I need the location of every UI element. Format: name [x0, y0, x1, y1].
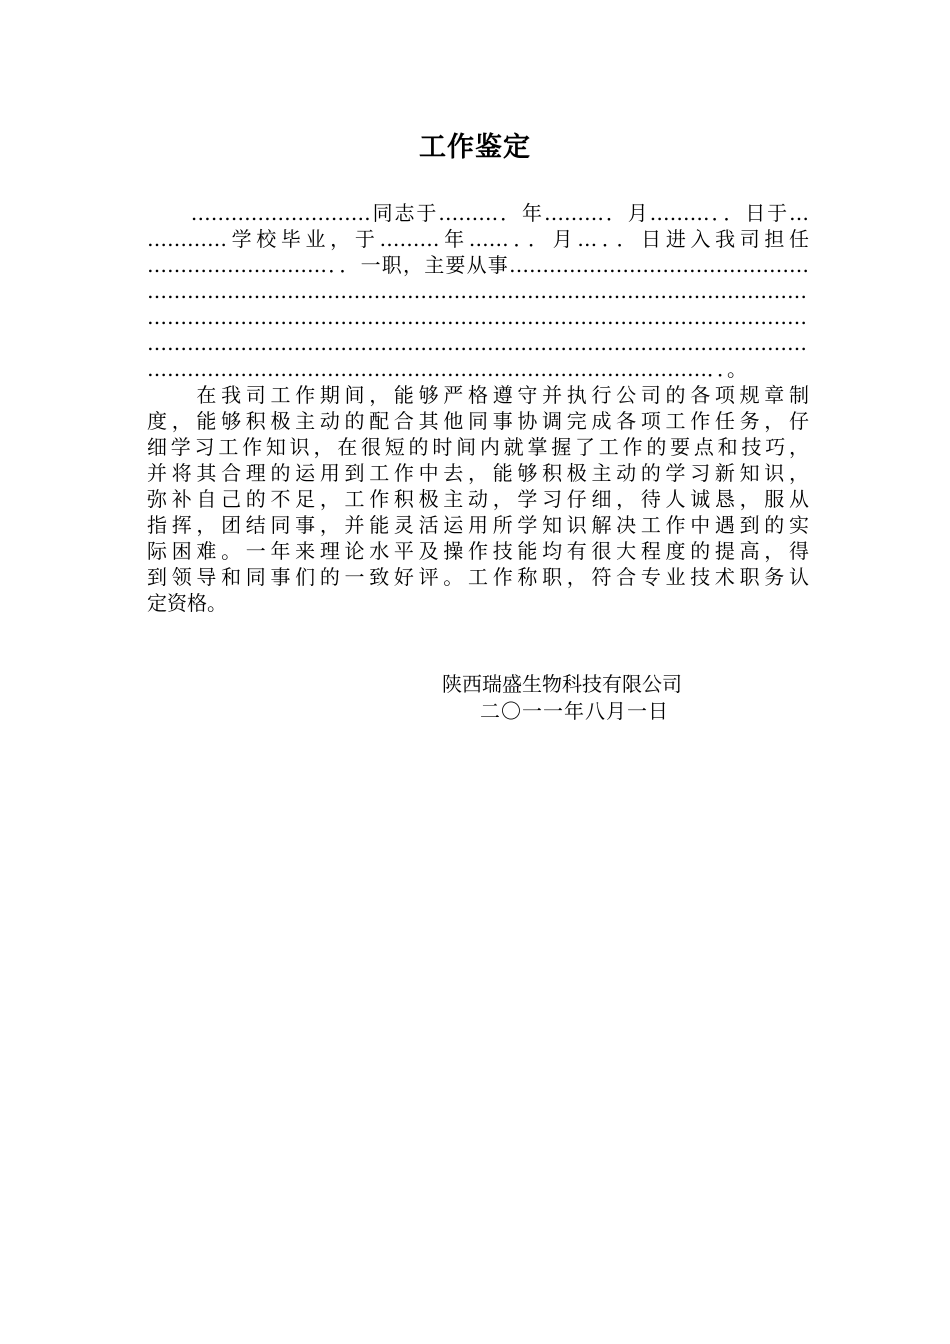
paragraph-line: ………………………………………………………………………………………: [147, 331, 807, 355]
paragraph-line: 弥补自己的不足，工作积极主动，学习仔细，待人诚恳，服从: [147, 487, 809, 511]
paragraph-line: 并将其合理的运用到工作中去，能够积极主动的学习新知识，: [147, 461, 809, 485]
document-body: [147, 200, 809, 616]
signature-block: [380, 671, 800, 725]
paragraph-line: 度，能够积极主动的配合其他同事协调完成各项工作任务，仔: [147, 409, 809, 433]
paragraph-line: 指挥，团结同事，并能灵活运用所学知识解决工作中遇到的实: [147, 513, 809, 537]
paragraph-line: 在我司工作期间，能够严格遵守并执行公司的各项规章制: [147, 383, 809, 407]
paragraph-line: ………………………．．一职，主要从事………………………………………: [147, 253, 809, 277]
document-title: 工作鉴定: [419, 132, 531, 163]
signature-company: 陕西瑞盛生物科技有限公司: [442, 672, 682, 696]
paragraph-line: …………学校毕业，于………年……．．月…．．日进入我司担任: [147, 227, 809, 251]
paragraph-line: ………………………同志于………．年………．月………．．日于…: [147, 201, 809, 225]
paragraph-line: 定资格。: [147, 591, 227, 615]
paragraph-evaluation: [147, 382, 809, 616]
paragraph-line: 细学习工作知识，在很短的时间内就掌握了工作的要点和技巧，: [147, 435, 809, 459]
paragraph-line: 到领导和同事们的一致好评。工作称职，符合专业技术职务认: [147, 565, 809, 589]
signature-date: 二〇一一年八月一日: [480, 699, 669, 723]
paragraph-line: ………………………………………………………………………………………: [147, 279, 807, 303]
paragraph-line: …………………………………………………………………………．．。: [147, 357, 747, 381]
paragraph-line: ………………………………………………………………………………………: [147, 305, 807, 329]
paragraph-basic-info: [147, 200, 809, 382]
paragraph-line: 际困难。一年来理论水平及操作技能均有很大程度的提高，得: [147, 539, 809, 563]
